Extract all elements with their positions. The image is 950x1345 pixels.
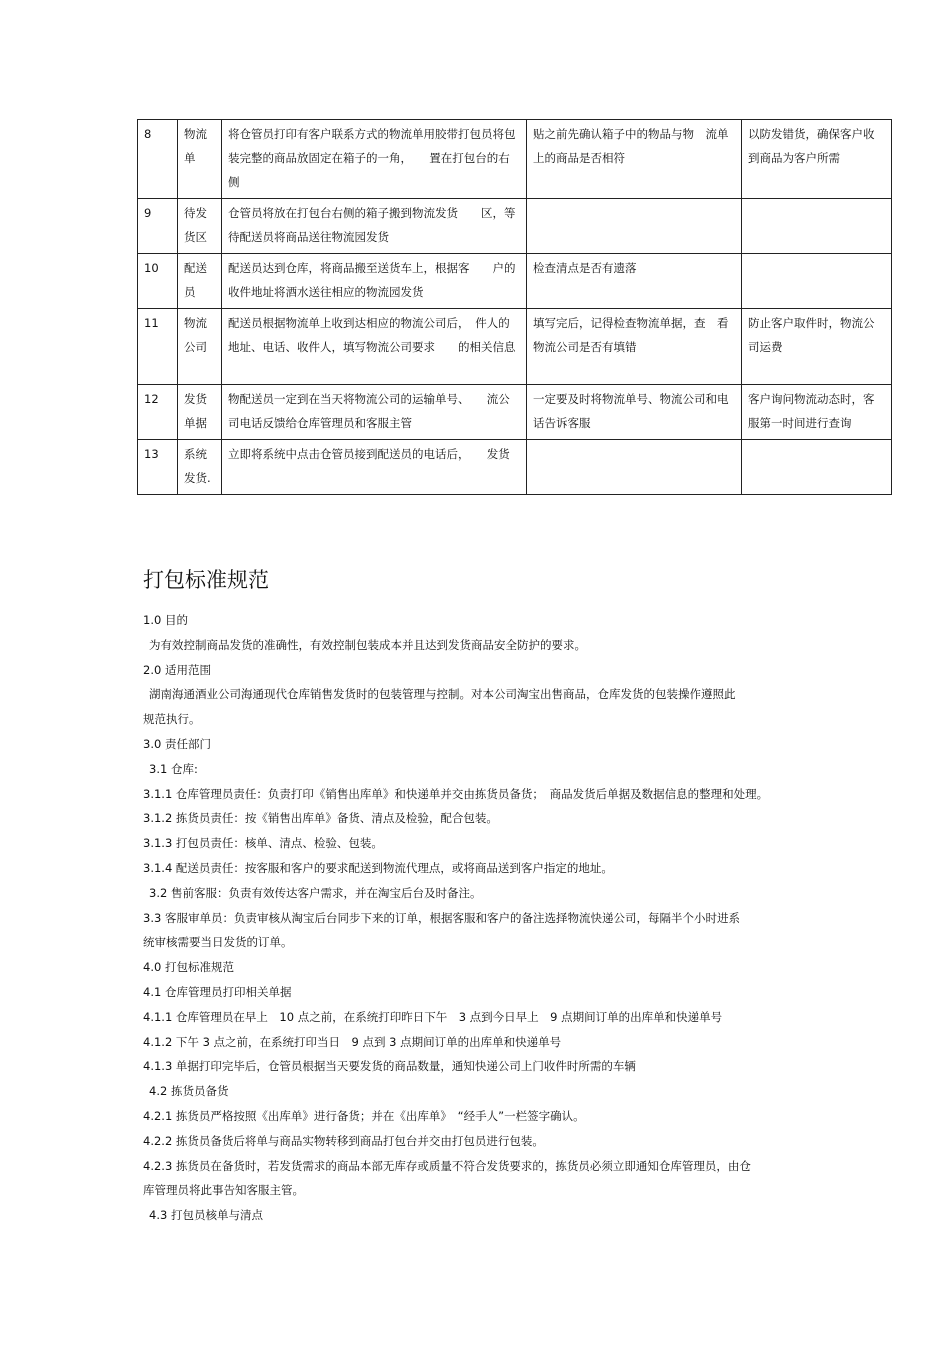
body-line: 4.1.1 仓库管理员在早上 10 点之前，在系统打印昨日下午 3 点到今日早上 9 点期间订单的出库单和快递单号 bbox=[143, 1009, 723, 1024]
step-number-cell: 10 bbox=[138, 254, 178, 309]
body-line: 4.1.2 下午 3 点之前，在系统打印当日 9 点到 3 点期间订单的出库单和快递单号 bbox=[143, 1034, 562, 1049]
step-purpose-cell bbox=[742, 440, 892, 495]
body-line: 3.1.3 打包员责任：核单、清点、检验、包装。 bbox=[143, 836, 383, 851]
body-line: 2.0 适用范围 bbox=[143, 662, 211, 677]
body-line: 4.1.3 单据打印完毕后，仓管员根据当天要发货的商品数量，通知快递公司上门收件时所需的车辆 bbox=[143, 1059, 636, 1074]
step-action-cell: 配送员达到仓库，将商品搬至送货车上，根据客 户的收件地址将酒水送往相应的物流园发货 bbox=[222, 254, 527, 309]
body-line: 为有效控制商品发货的准确性，有效控制包装成本并且达到发货商品安全防护的要求。 bbox=[149, 637, 586, 652]
step-purpose-cell bbox=[742, 254, 892, 309]
step-item-cell: 物流单 bbox=[178, 120, 222, 199]
step-action-cell: 将仓管员打印有客户联系方式的物流单用胶带打包员将包装完整的商品放固定在箱子的一角， 置在打包台的右侧 bbox=[222, 120, 527, 199]
step-purpose-cell: 客户询问物流动态时，客服第一时间进行查询 bbox=[742, 385, 892, 440]
table-row bbox=[138, 309, 892, 385]
step-purpose-cell: 防止客户取件时，物流公司运费 bbox=[742, 309, 892, 385]
step-check-cell: 贴之前先确认箱子中的物品与物 流单上的商品是否相符 bbox=[527, 120, 742, 199]
step-item-cell: 发货单据 bbox=[178, 385, 222, 440]
step-check-cell: 检查清点是否有遗落 bbox=[527, 254, 742, 309]
step-action-cell: 配送员根据物流单上收到达相应的物流公司后， 件人的地址、电话、收件人，填写物流公司要求 的相关信息 bbox=[222, 309, 527, 385]
section-body bbox=[143, 608, 803, 1228]
step-item-cell: 系统发货. bbox=[178, 440, 222, 495]
process-table-container bbox=[137, 119, 892, 495]
body-line: 4.2.2 拣货员备货后将单与商品实物转移到商品打包台并交由打包员进行包装。 bbox=[143, 1133, 544, 1148]
step-check-cell bbox=[527, 440, 742, 495]
process-table-body bbox=[138, 120, 892, 495]
step-action-cell: 立即将系统中点击仓管员接到配送员的电话后， 发货 bbox=[222, 440, 527, 495]
body-line: 4.2.3 拣货员在备货时，若发货需求的商品本部无库存或质量不符合发货要求的，拣货员必须立即通知仓库管理员，由仓 bbox=[143, 1158, 751, 1173]
body-line: 3.3 客服审单员：负责审核从淘宝后台同步下来的订单，根据客服和客户的备注选择物流快递公司，每隔半个小时进系 bbox=[143, 910, 740, 925]
step-check-cell: 一定要及时将物流单号、物流公司和电话告诉客服 bbox=[527, 385, 742, 440]
step-number-cell: 8 bbox=[138, 120, 178, 199]
body-line: 3.1.2 拣货员责任：按《销售出库单》备货、清点及检验，配合包装。 bbox=[143, 811, 498, 826]
section-title: 打包标准规范 bbox=[143, 568, 269, 592]
step-action-cell: 仓管员将放在打包台右侧的箱子搬到物流发货 区，等待配送员将商品送往物流园发货 bbox=[222, 199, 527, 254]
body-line: 3.2 售前客服：负责有效传达客户需求，并在淘宝后台及时备注。 bbox=[149, 885, 482, 900]
step-number-cell: 9 bbox=[138, 199, 178, 254]
process-table bbox=[137, 119, 892, 495]
table-row bbox=[138, 440, 892, 495]
step-check-cell: 填写完后，记得检查物流单据，查 看物流公司是否有填错 bbox=[527, 309, 742, 385]
body-line: 3.1.1 仓库管理员责任：负责打印《销售出库单》和快递单并交由拣货员备货； 商品发货后单据及数据信息的整理和处理。 bbox=[143, 786, 769, 801]
body-line: 4.2.1 拣货员严格按照《出库单》进行备货；并在《出库单》 “经手人”一栏签字确认。 bbox=[143, 1108, 585, 1123]
step-item-cell: 物流公司 bbox=[178, 309, 222, 385]
step-purpose-cell bbox=[742, 199, 892, 254]
packing-standard-section bbox=[143, 560, 803, 1228]
table-row bbox=[138, 199, 892, 254]
step-number-cell: 13 bbox=[138, 440, 178, 495]
body-line: 4.1 仓库管理员打印相关单据 bbox=[143, 984, 292, 999]
step-check-cell bbox=[527, 199, 742, 254]
body-line: 4.3 打包员核单与清点 bbox=[149, 1208, 263, 1223]
body-line: 湖南海通酒业公司海通现代仓库销售发货时的包装管理与控制。对本公司淘宝出售商品，仓库发货的包装操作遵照此 bbox=[149, 687, 736, 702]
body-line: 3.0 责任部门 bbox=[143, 736, 211, 751]
step-item-cell: 配送员 bbox=[178, 254, 222, 309]
body-line: 统审核需要当日发货的订单。 bbox=[143, 935, 293, 950]
body-line: 4.0 打包标准规范 bbox=[143, 960, 234, 975]
table-row bbox=[138, 385, 892, 440]
table-row bbox=[138, 254, 892, 309]
step-number-cell: 12 bbox=[138, 385, 178, 440]
body-line: 3.1.4 配送员责任：按客服和客户的要求配送到物流代理点，或将商品送到客户指定的地址。 bbox=[143, 860, 613, 875]
table-row bbox=[138, 120, 892, 199]
step-number-cell: 11 bbox=[138, 309, 178, 385]
body-line: 库管理员将此事告知客服主管。 bbox=[143, 1183, 304, 1198]
step-action-cell: 物配送员一定到在当天将物流公司的运输单号、 流公司电话反馈给仓库管理员和客服主管 bbox=[222, 385, 527, 440]
step-purpose-cell: 以防发错货，确保客户收到商品为客户所需 bbox=[742, 120, 892, 199]
body-line: 1.0 目的 bbox=[143, 613, 188, 627]
step-item-cell: 待发货区 bbox=[178, 199, 222, 254]
body-line: 规范执行。 bbox=[143, 712, 201, 727]
body-line: 4.2 拣货员备货 bbox=[149, 1084, 229, 1099]
body-line: 3.1 仓库: bbox=[149, 761, 198, 776]
